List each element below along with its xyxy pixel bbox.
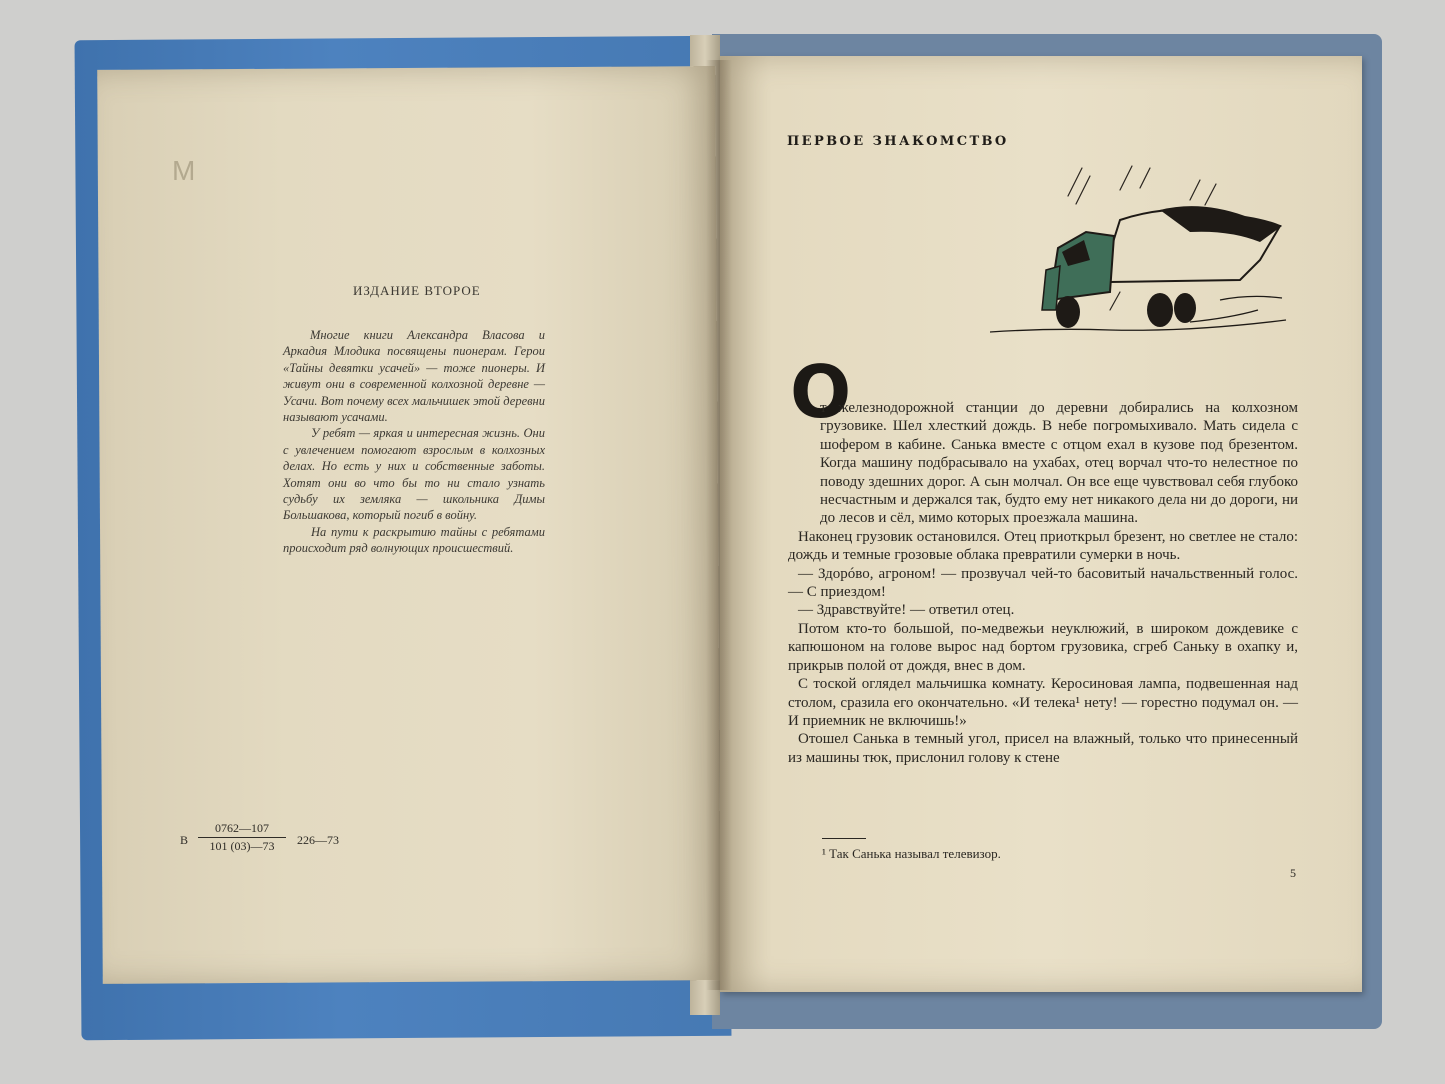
body-paragraph: Потом кто-то большой, по-медвежьи неуклюжий, в широком дождевике с капюшоном на голове вырос над бортом грузовика, сгреб Саньку в охапку и, прикрыв полой от дождя, внес в дом. [788,620,1298,674]
footnote-rule [822,838,866,839]
body-paragraph: Отошел Санька в темный угол, присел на влажный, только что принесенный из машины тюк, прислонил голову к стене [788,731,1298,766]
gutter-shadow [706,60,732,990]
annotation-paragraph: На пути к раскрытию тайны с ребятами происходит ряд волнующих происшествий. [283,524,545,556]
drop-cap: О [790,350,852,434]
body-paragraph: С тоской оглядел мальчишка комнату. Керосиновая лампа, подвешенная над столом, сразила его окончательно. «И телека¹ нету! — горестно подумал он. — И приемник не включишь!» [788,676,1298,729]
pencil-mark: М [172,155,196,186]
chapter-body-text [788,399,1298,767]
catalog-code-letter: В [180,833,189,847]
footnote: ¹ Так Санька называл телевизор. [822,846,1001,861]
edition-label: ИЗДАНИЕ ВТОРОЕ [353,283,481,298]
chapter-title: ПЕРВОЕ ЗНАКОМСТВО [787,134,1009,149]
page-number: 5 [1290,866,1296,880]
catalog-code-numerator: 0762—107 [198,821,286,838]
annotation-paragraph: Многие книги Александра Власова и Аркадия Млодика посвящены пионерам. Герои «Тайны девятки усачей» — тоже пионеры. И живут они в современной колхозной деревне — Усачи. Вот почему всех мальчишек этой деревни называют усачами. [283,328,545,425]
body-paragraph: — Здорóво, агроном! — прозвучал чей-то басовитый начальственный голос. — С приездом! [788,565,1298,601]
annotation-paragraph: У ребят — яркая и интересная жизнь. Они с увлечением помогают взрослым в колхозных делах. Но есть у них и собственные заботы. Хотят они во что бы то ни стало узнать судьбу их земляка — школьника Димы Большакова, который погиб в войну. [283,426,545,523]
body-paragraph: т железнодорожной станции до деревни добирались на колхозном грузовике. Шел хлесткий дождь. В небе погромыхивало. Мать сидела с шофером в кабине. Санька вместе с отцом ехал в кузове под брезентом. Когда машину подбрасывало на ухабах, отец ворчал что-то нелестное по поводу здешних дорог. А сын молчал. Он все еще чувствовал себя глубоко несчастным и держался так, будто ему нет никакого дела ни до дороги, ни до лесов и сёл, мимо которых проезжала машина. [820,400,1298,527]
truck-in-rain-illustration [990,160,1290,340]
body-paragraph: — Здравствуйте! — ответил отец. [798,602,1015,619]
catalog-code-suffix: 226—73 [297,833,339,847]
catalog-code-denominator: 101 (03)—73 [209,839,275,853]
body-paragraph: Наконец грузовик остановился. Отец приоткрыл брезент, но светлее не стало: дождь и темные грозовые облака превратили сумерки в ночь. [788,528,1298,564]
catalog-code-fraction [198,821,286,854]
book-annotation [283,327,545,557]
